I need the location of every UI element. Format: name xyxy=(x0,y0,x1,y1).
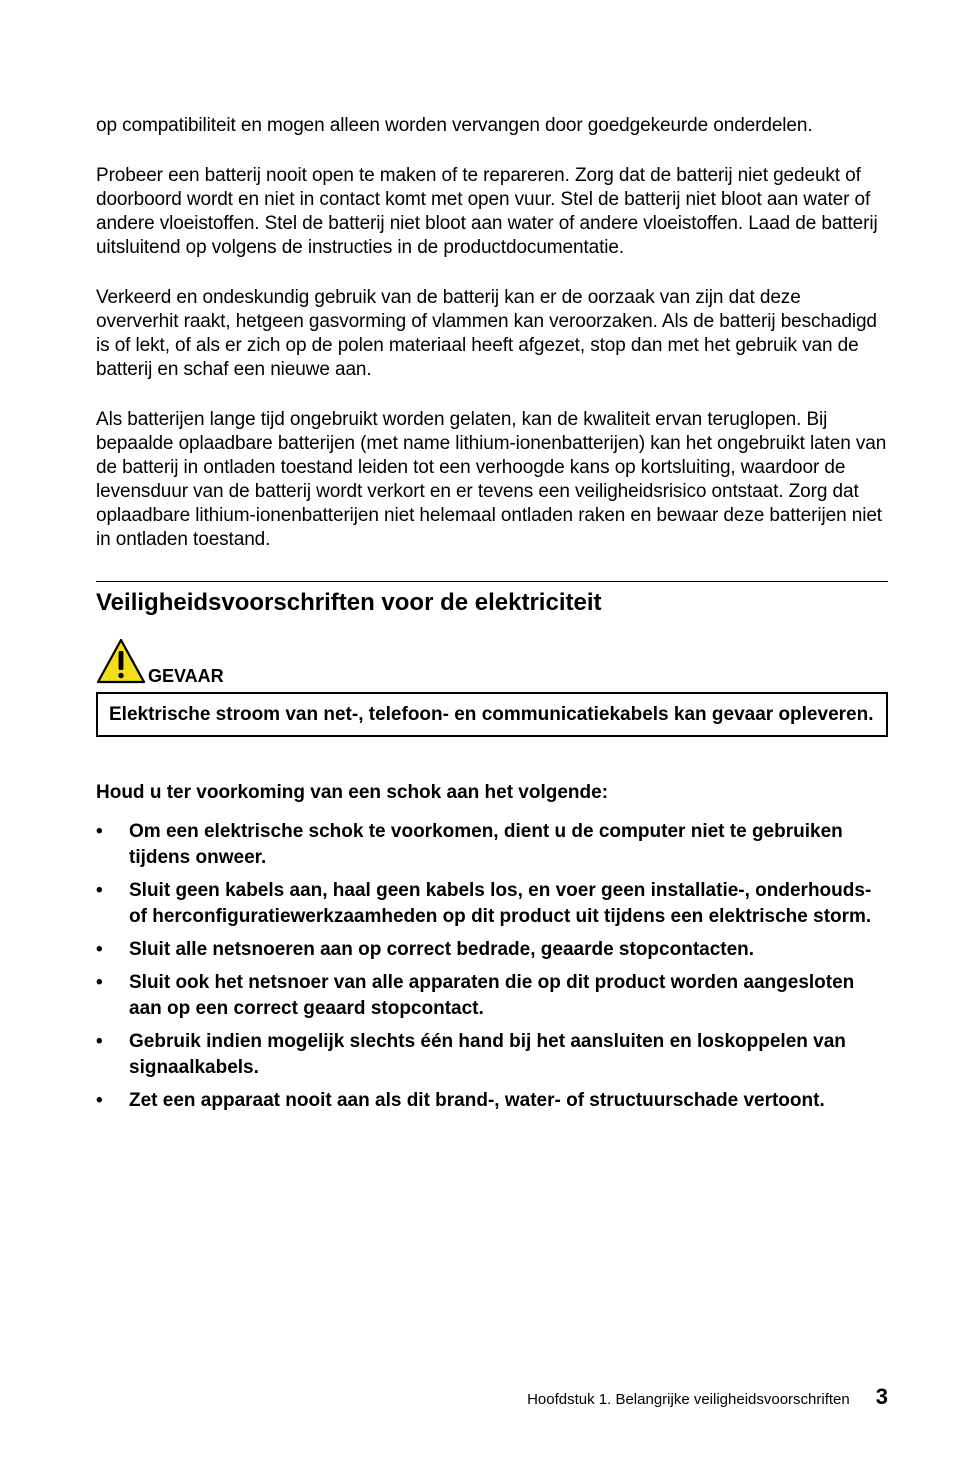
danger-label: GEVAAR xyxy=(148,666,224,686)
danger-message: Elektrische stroom van net-, telefoon- en communicatiekabels kan gevaar opleveren. xyxy=(109,704,874,725)
section-divider xyxy=(96,581,888,582)
page-content xyxy=(96,114,888,1121)
list-item: • Sluit geen kabels aan, haal geen kabels los, en voer geen installatie-, onderhouds- of herconfiguratiewerkzaamheden op dit product uit tijdens een elektrische storm. xyxy=(96,880,872,927)
page-footer xyxy=(527,1384,888,1410)
bullet-icon: • xyxy=(96,972,103,993)
danger-header xyxy=(96,638,888,684)
section-title: Veiligheidsvoorschriften voor de elektriciteit xyxy=(96,589,602,616)
bullet-icon: • xyxy=(96,821,103,842)
paragraph-battery-repair: Probeer een batterij nooit open te maken of te repareren. Zorg dat de batterij niet gedeukt of doorboord wordt en niet in contact komt met open vuur. Stel de batterij niet bloot aan water of andere vloeistoffen. Stel de batterij niet bloot aan water of andere vloeistoffen. Laad de batterij uitsluitend op volgens de instructies in de productdocumentatie. xyxy=(96,165,878,258)
bullet-icon: • xyxy=(96,939,103,960)
list-item: • Gebruik indien mogelijk slechts één hand bij het aansluiten en loskoppelen van signaalkabels. xyxy=(96,1031,846,1078)
danger-message-box xyxy=(96,692,888,737)
bullet-icon: • xyxy=(96,880,103,901)
bullet-icon: • xyxy=(96,1090,103,1111)
paragraph-battery-storage: Als batterijen lange tijd ongebruikt worden gelaten, kan de kwaliteit ervan teruglopen. Bij bepaalde oplaadbare batterijen (met name lithium-ionenbatterijen) kan het ongebruikt laten van de batterij in ontladen toestand leiden tot een verhoogde kans op kortsluiting, waardoor de levensduur van de batterij wordt verkort en er tevens een veiligheidsrisico ontstaat. Zorg dat oplaadbare lithium-ionenbatterijen niet helemaal ontladen raken en bewaar deze batterijen niet in ontladen toestand. xyxy=(96,409,887,550)
paragraph-compatibility: op compatibiliteit en mogen alleen worden vervangen door goedgekeurde onderdelen. xyxy=(96,115,813,136)
safety-list xyxy=(96,819,888,1114)
shock-prevention-intro: Houd u ter voorkoming van een schok aan het volgende: xyxy=(96,782,609,803)
list-item: • Sluit ook het netsnoer van alle apparaten die op dit product worden aangesloten aan op een correct geaard stopcontact. xyxy=(96,972,855,1019)
page-number: 3 xyxy=(875,1384,888,1409)
bullet-icon: • xyxy=(96,1031,103,1052)
warning-triangle-icon xyxy=(96,638,146,684)
paragraph-battery-misuse: Verkeerd en ondeskundig gebruik van de batterij kan er de oorzaak van zijn dat deze oververhit raakt, hetgeen gasvorming of vlammen kan veroorzaken. Als de batterij beschadigd is of lekt, of als er zich op de polen materiaal heeft afgezet, stop dan met het gebruik van de batterij en schaf een nieuwe aan. xyxy=(96,287,877,380)
chapter-title: Hoofdstuk 1. Belangrijke veiligheidsvoorschriften xyxy=(527,1391,850,1408)
list-item: • Sluit alle netsnoeren aan op correct bedrade, geaarde stopcontacten. xyxy=(96,937,888,963)
list-item: • Om een elektrische schok te voorkomen, dient u de computer niet te gebruiken tijdens onweer. xyxy=(96,821,843,868)
list-item: • Zet een apparaat nooit aan als dit brand-, water- of structuurschade vertoont. xyxy=(96,1088,888,1114)
